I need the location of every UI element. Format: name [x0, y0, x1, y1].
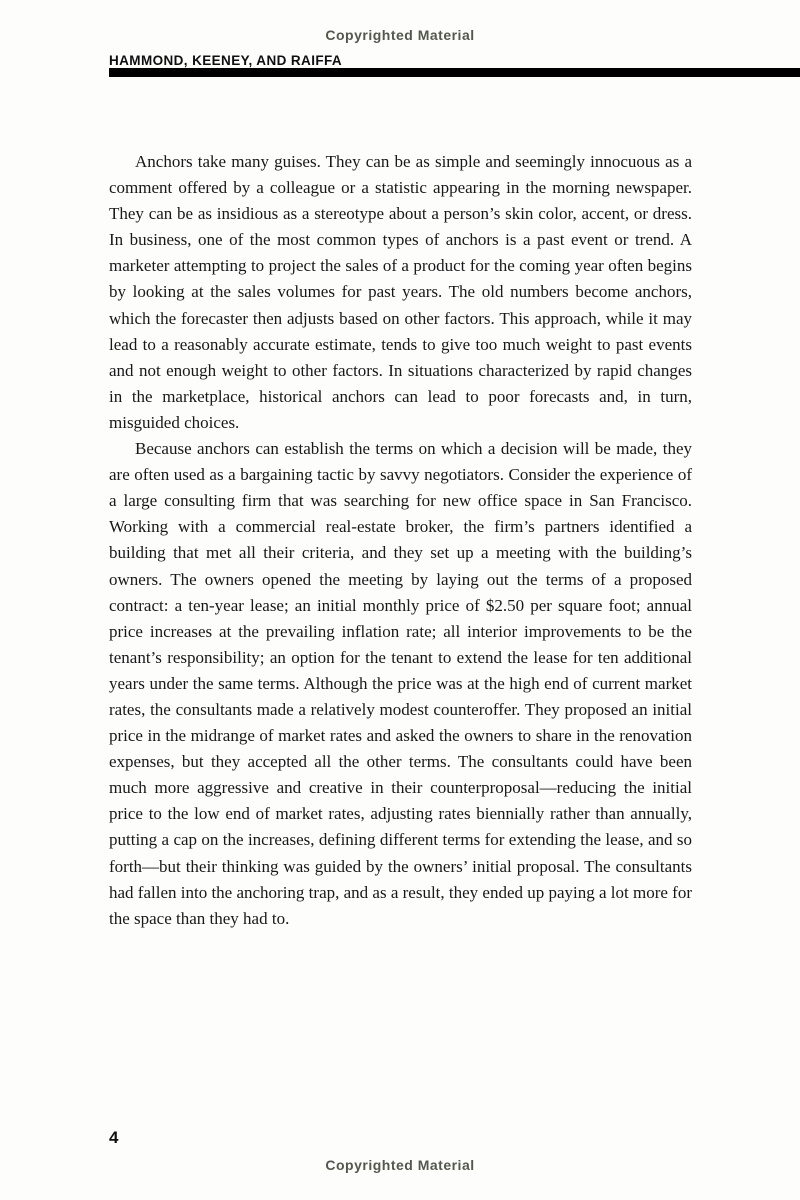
body-text	[109, 149, 692, 932]
running-header: HAMMOND, KEENEY, AND RAIFFA	[109, 53, 343, 68]
copyright-notice-top: Copyrighted Material	[325, 27, 475, 43]
page-number: 4	[109, 1128, 119, 1147]
paragraph: Anchors take many guises. They can be as simple and seemingly innocuous as a comment offered by a colleague or a statistic appearing in the morning newspaper. They can be as insidious as a stereotype about a person’s skin color, accent, or dress. In business, one of the most common types of anchors is a past event or trend. A marketer attempting to project the sales of a product for the coming year often begins by looking at the sales volumes for past years. The old numbers become anchors, which the forecaster then adjusts based on other factors. This approach, while it may lead to a reasonably accurate estimate, tends to give too much weight to past events and not enough weight to other factors. In situations characterized by rapid changes in the marketplace, historical anchors can lead to poor forecasts and, in turn, misguided choices.	[109, 152, 692, 432]
paragraph: Because anchors can establish the terms on which a decision will be made, they are often used as a bargaining tactic by savvy negotiators. Consider the experience of a large consulting firm that was searching for new office space in San Francisco. Working with a commercial real-estate broker, the firm’s partners identified a building that met all their criteria, and they set up a meeting with the building’s owners. The owners opened the meeting by laying out the terms of a proposed contract: a ten-year lease; an initial monthly price of $2.50 per square foot; annual price increases at the prevailing inflation rate; all interior improvements to be the tenant’s responsibility; an option for the tenant to extend the lease for ten additional years under the same terms. Although the price was at the high end of current market rates, the consultants made a relatively modest counteroffer. They proposed an initial price in the midrange of market rates and asked the owners to share in the renovation expenses, but they accepted all the other terms. The consultants could have been much more aggressive and creative in their counterproposal—reducing the initial price to the low end of market rates, adjusting rates biennially rather than annually, putting a cap on the increases, defining different terms for extending the lease, and so forth—but their thinking was guided by the owners’ initial proposal. The consultants had fallen into the anchoring trap, and as a result, they ended up paying a lot more for the space than they had to.	[109, 439, 693, 928]
copyright-notice-bottom: Copyrighted Material	[325, 1157, 475, 1173]
header-rule	[109, 68, 800, 77]
